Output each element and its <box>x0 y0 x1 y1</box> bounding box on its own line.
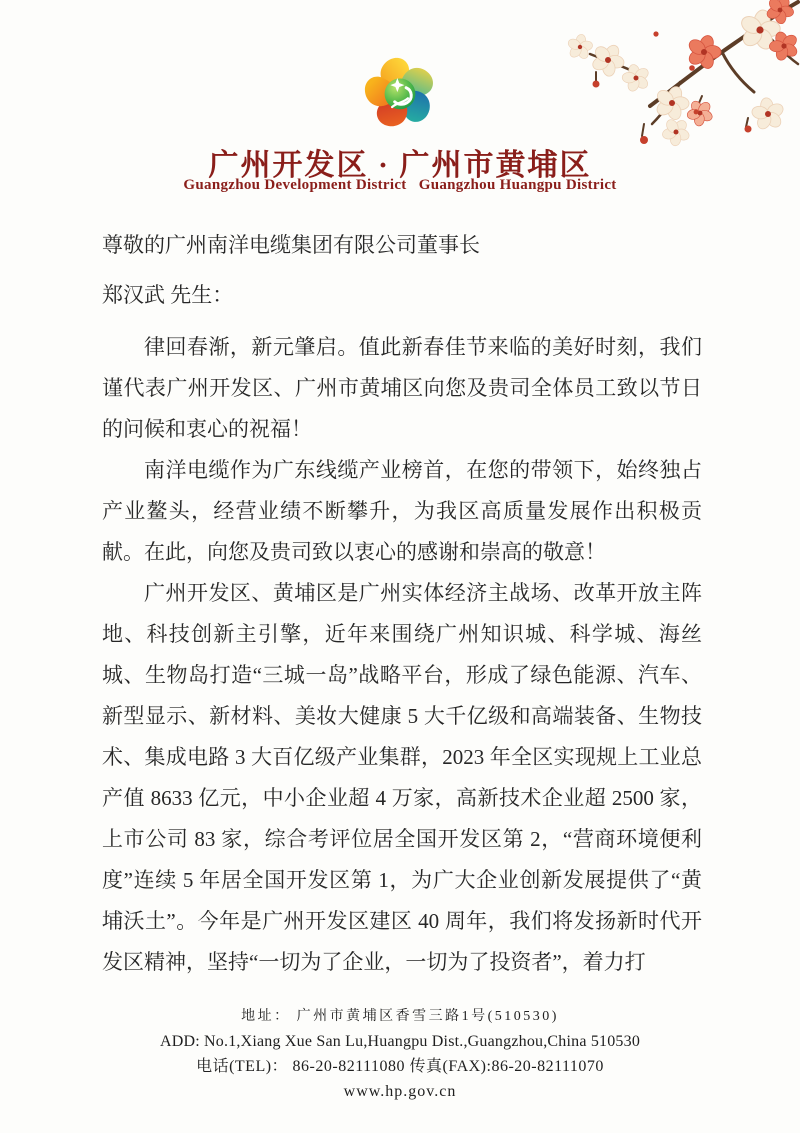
letter-paragraphs <box>102 327 702 983</box>
salutation-line: 郑汉武 先生： <box>102 283 234 307</box>
district-logo-icon <box>356 48 444 138</box>
footer-tel-fax: 电话(TEL)： 86-20-82111080 传真(FAX):86-20-82111070 <box>196 1058 604 1075</box>
footer-website: www.hp.gov.cn <box>343 1083 457 1100</box>
letter-paragraph: 广州开发区、黄埔区是广州实体经济主战场、改革开放主阵地、科技创新主引擎，近年来围绕广州知识城、科学城、海丝城、生物岛打造“三城一岛”战略平台，形成了绿色能源、汽车、新型显示、新材料、美妆大健康 5 大千亿级和高端装备、生物技术、集成电路 3 大百亿级产业集群，2023 年全区实现规上工业总产值 8633 亿元，中小企业超 4 万家，高新技术企业超 2500 家，上市公司 83 家，综合考评位居全国开发区第 2，“营商环境便利度”连续 5 年居全国开发区第 1，为广大企业创新发展提供了“黄埔沃土”。今年是广州开发区建区 40 周年，我们将发扬新时代开发区精神，坚持“一切为了企业，一切为了投资者”，着力打 <box>102 581 702 974</box>
letter-paragraph: 律回春渐，新元肇启。值此新春佳节来临的美好时刻，我们谨代表广州开发区、广州市黄埔区向您及贵司全体员工致以节日的问候和衷心的祝福！ <box>102 335 702 441</box>
header-title-chinese: 广州开发区 · 广州市黄埔区 <box>208 149 592 182</box>
footer <box>0 1004 800 1104</box>
recipient-line: 尊敬的广州南洋电缆集团有限公司董事长 <box>102 233 480 257</box>
letter-body <box>102 224 702 990</box>
letter-paragraph: 南洋电缆作为广东线缆产业榜首，在您的带领下，始终独占产业鳌头，经营业绩不断攀升，为我区高质量发展作出积极贡献。在此，向您及贵司致以衷心的感谢和崇高的敬意！ <box>102 458 702 564</box>
header-title-english: Guangzhou Development District Guangzhou Huangpu District <box>183 177 617 193</box>
footer-address-cn: 地址： 广州市黄埔区香雪三路1号(510530) <box>241 1009 559 1024</box>
footer-address-en: ADD: No.1,Xiang Xue San Lu,Huangpu Dist.,Guangzhou,China 510530 <box>159 1033 641 1050</box>
